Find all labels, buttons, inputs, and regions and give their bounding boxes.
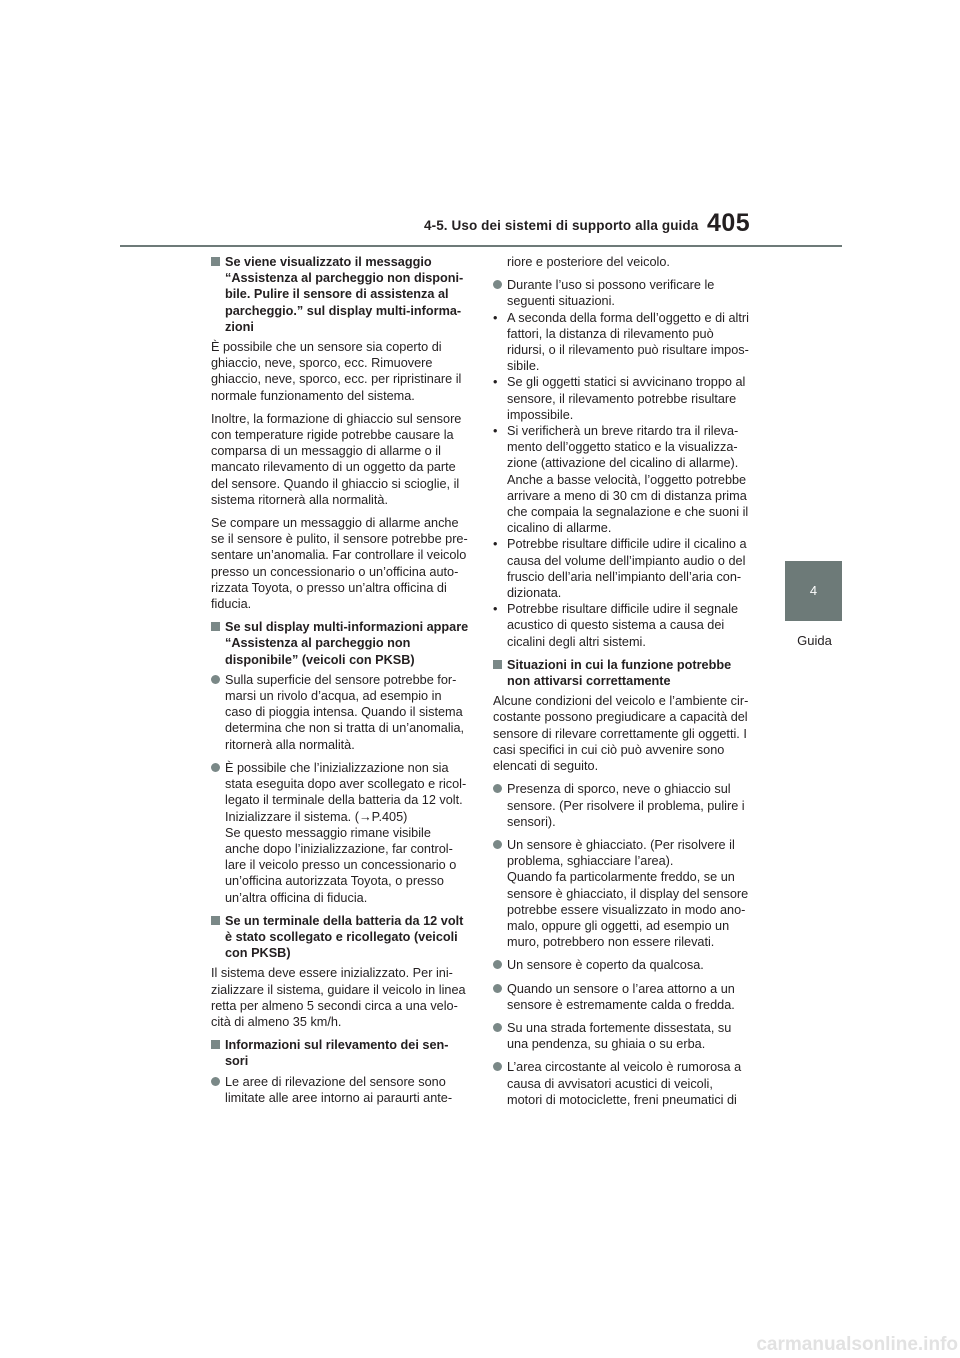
heading-sensor-message: Se viene visualizzato il messaggio “Assistenza al parcheggio non disponi- bile. Pulire il sensore di assistenza al parcheggio.” sul display multi-informa- zioni	[211, 254, 469, 335]
bullet-item: Le aree di rilevazione del sensore sono limitate alle aree intorno ai paraurti ante-	[211, 1074, 469, 1106]
bullet-item: Un sensore è coperto da qualcosa.	[493, 957, 751, 973]
bullet-continuation: riore e posteriore del veicolo.	[507, 255, 670, 269]
dash-item: • A seconda della forma dell’oggetto e di altri fattori, la distanza di rilevamento può ridursi, o il rilevamento può risultare impos- sibile.	[493, 310, 751, 375]
dash-item: • Potrebbe risultare difficile udire il segnale acustico di questo sistema a causa dei cicalini degli altri sistemi.	[493, 601, 751, 650]
bullet-item: Durante l’uso si possono verificare le seguenti situazioni.	[493, 277, 751, 309]
left-column	[211, 254, 469, 1113]
dash-item: • Se gli oggetti statici si avvicinano troppo al sensore, il rilevamento potrebbe risultare impossibile.	[493, 374, 751, 423]
heading-detection: Informazioni sul rilevamento dei sen- sori	[211, 1037, 469, 1069]
chapter-label: Guida	[797, 633, 832, 648]
paragraph: È possibile che un sensore sia coperto di ghiaccio, neve, sporco, ecc. Rimuovere ghiaccio, neve, sporco, ecc. per ripristinare il normale funzionamento del sistema.	[211, 340, 462, 403]
bullet-item: È possibile che l’inizializzazione non sia stata eseguita dopo aver scollegato e ricol- legato il terminale della batteria da 12 volt. Inizializzare il sistema. (→P.405)	[211, 760, 469, 825]
page-number: 405	[707, 209, 751, 237]
bullet-item: Un sensore è ghiacciato. (Per risolvere il problema, sghiacciare l’area).	[493, 837, 751, 869]
bullet-item: Su una strada fortemente dissestata, su una pendenza, su ghiaia o su erba.	[493, 1020, 751, 1052]
bullet-continuation: Se questo messaggio rimane visibile anche dopo l’inizializzazione, far control- lare il veicolo presso un concessionario o un’officina autorizzata Toyota, o presso un’altra officina di fiducia.	[225, 825, 457, 905]
paragraph: Se compare un messaggio di allarme anche se il sensore è pulito, il sensore potrebbe pre- sentare un’anomalia. Far controllare il veicolo presso un concessionario o un’officina auto- rizzata Toyota, o presso un’altra officina di fiducia.	[211, 516, 468, 612]
bullet-continuation: Quando fa particolarmente freddo, se un sensore è ghiacciato, il display del sensore potrebbe essere visualizzato in modo ano- malo, oppure gli oggetti, ad esempio un muro, potrebbero non essere rilevati.	[507, 870, 749, 950]
heading-battery: Se un terminale della batteria da 12 volt è stato scollegato e ricollegato (veicoli con PKSB)	[211, 913, 469, 962]
heading-not-available: Se sul display multi-informazioni appare “Assistenza al parcheggio non disponibile” (veicoli con PKSB)	[211, 619, 469, 668]
paragraph: Il sistema deve essere inizializzato. Per ini- zializzare il sistema, guidare il veicolo in linea retta per almeno 5 secondi circa a una velo- cità di almeno 35 km/h.	[211, 966, 466, 1029]
header-divider	[120, 245, 842, 247]
paragraph: Alcune condizioni del veicolo e l’ambiente cir- costante possono pregiudicare a capacità del sensore di rilevare correttamente gli oggetti. I casi specifici in cui ciò può avvenire sono elencati di seguito.	[493, 694, 749, 774]
chapter-tab	[785, 561, 842, 621]
chapter-number: 4	[809, 583, 818, 598]
dash-item: • Potrebbe risultare difficile udire il cicalino a causa del volume dell’impianto audio o del fruscio dell’aria nell’impianto dell’aria con- dizionata.	[493, 536, 751, 601]
bullet-item: Sulla superficie del sensore potrebbe for- marsi un rivolo d’acqua, ad esempio in caso di pioggia intensa. Quando il sistema determina che non si tratta di un’anomalia, ritornerà alla normalità.	[211, 672, 469, 753]
dash-item: • Si verificherà un breve ritardo tra il rileva- mento dell’oggetto statico e la visualizza- zione (attivazione del cicalino di allarme). Anche a basse velocità, l’oggetto potrebbe arrivare a meno di 30 cm di distanza prima che compaia la segnalazione e che suoni il cicalino di allarme.	[493, 423, 751, 536]
watermark: carmanualsonline.info	[756, 1334, 958, 1355]
bullet-item: Presenza di sporco, neve o ghiaccio sul sensore. (Per risolvere il problema, pulire i sensori).	[493, 781, 751, 830]
dash-list	[493, 310, 751, 650]
paragraph: Inoltre, la formazione di ghiaccio sul sensore con temperature rigide potrebbe causare la comparsa di un messaggio di allarme o il mancato rilevamento di un oggetto da parte del sensore. Quando il ghiaccio si scioglie, il sistema ritornerà alla normalità.	[211, 411, 462, 507]
right-column	[493, 254, 751, 1115]
heading-situations: Situazioni in cui la funzione potrebbe non attivarsi correttamente	[493, 657, 751, 689]
bullet-item: L’area circostante al veicolo è rumorosa a causa di avvisatori acustici di veicoli, motori di motociclette, freni pneumatici di	[493, 1059, 751, 1108]
bullet-item: Quando un sensore o l’area attorno a un sensore è estremamente calda o fredda.	[493, 981, 751, 1013]
section-title: 4-5. Uso dei sistemi di supporto alla guida	[424, 218, 699, 233]
